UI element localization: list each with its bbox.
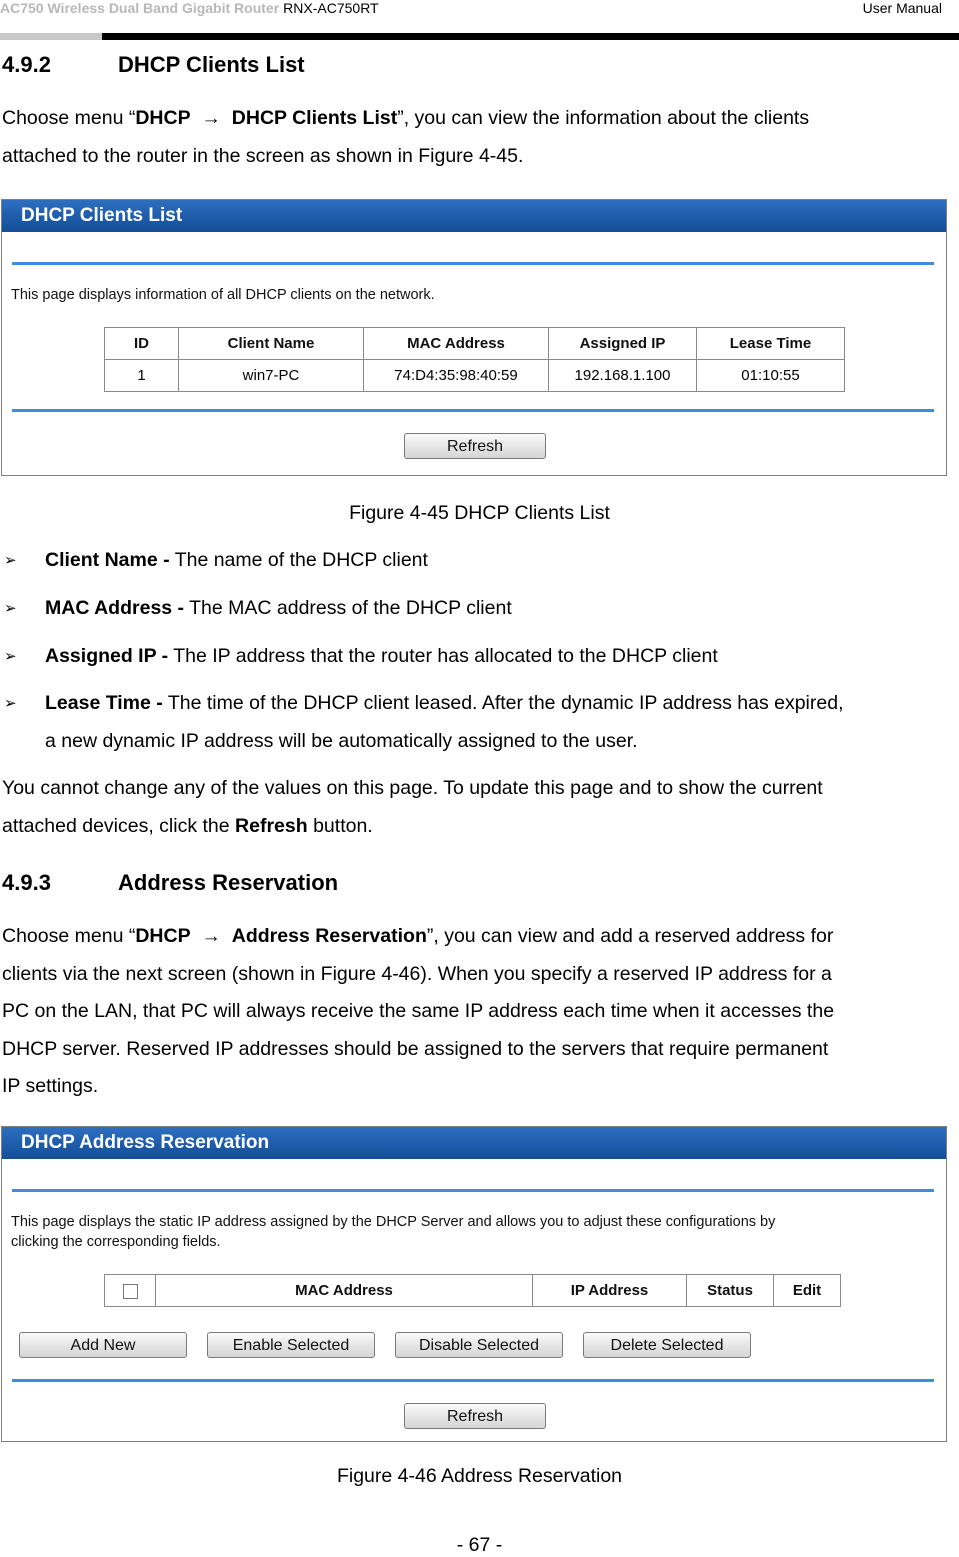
bullet-text: The MAC address of the DHCP client — [189, 597, 512, 619]
bullet-arrow-icon: ➢ — [4, 695, 17, 712]
bullet-arrow-icon: ➢ — [4, 648, 17, 665]
panel-title: DHCP Clients List — [2, 200, 946, 232]
panel-divider — [12, 409, 934, 412]
dhcp-clients-screenshot — [1, 199, 947, 476]
select-all-checkbox[interactable] — [123, 1284, 138, 1299]
address-reservation-screenshot — [1, 1126, 947, 1442]
bullet-text: a new dynamic IP address will be automatically assigned to the user. — [45, 729, 638, 752]
section-title: DHCP Clients List — [118, 52, 305, 77]
refresh-button[interactable]: Refresh — [404, 1403, 546, 1429]
section-heading-dhcp-clients — [2, 52, 305, 78]
enable-selected-button[interactable]: Enable Selected — [207, 1332, 375, 1358]
col-assigned-ip: Assigned IP — [549, 328, 697, 360]
delete-selected-button[interactable]: Delete Selected — [583, 1332, 751, 1358]
bullet-item — [4, 590, 944, 628]
intro-text-line5: IP settings. — [2, 1075, 99, 1097]
header-rule-gray — [0, 33, 102, 40]
bullet-term: Client Name - — [45, 549, 170, 571]
page-number: - 67 - — [456, 1534, 503, 1556]
disable-selected-button[interactable]: Disable Selected — [395, 1332, 563, 1358]
refresh-button[interactable]: Refresh — [404, 433, 546, 459]
reservation-table — [104, 1274, 841, 1307]
note-text: button. — [307, 814, 373, 837]
cell-ip: 192.168.1.100 — [549, 360, 697, 392]
col-ip-address: IP Address — [533, 1275, 687, 1307]
note-line1: You cannot change any of the values on this page. To update this page and to show the current — [2, 777, 823, 799]
section1-intro — [2, 100, 942, 175]
intro-text: Choose menu “ — [2, 925, 136, 947]
col-id: ID — [105, 328, 179, 360]
intro-text: Choose menu “ — [2, 107, 136, 129]
bullet-item — [4, 542, 944, 580]
arrow-icon: → — [201, 107, 221, 129]
col-select-all[interactable] — [105, 1275, 156, 1307]
figure-caption: Figure 4-45 DHCP Clients List — [349, 502, 610, 524]
header-title — [0, 0, 379, 16]
intro-text: ”, you can view and add a reserved address for — [426, 925, 834, 947]
table-row — [105, 360, 845, 392]
panel-divider — [12, 262, 934, 265]
header-rule-black — [102, 33, 959, 40]
table-header-row — [105, 328, 845, 360]
header-doc-type: User Manual — [862, 0, 942, 16]
bullet-term: Lease Time - — [45, 692, 163, 714]
bullet-arrow-icon: ➢ — [4, 552, 17, 569]
section2-intro — [2, 918, 942, 1106]
intro-text-line4: DHCP server. Reserved IP addresses should be assigned to the servers that require permanent — [2, 1037, 829, 1060]
menu-dhcp: DHCP — [135, 107, 191, 129]
bullet-item — [4, 685, 944, 761]
section-heading-address-reservation — [2, 870, 338, 896]
panel-description-line2: clicking the corresponding fields. — [11, 1234, 221, 1250]
intro-text: ”, you can view the information about the clients — [397, 107, 810, 129]
header-model: RNX-AC750RT — [283, 0, 379, 16]
bullet-text: The name of the DHCP client — [174, 549, 428, 571]
menu-dhcp: DHCP — [135, 925, 191, 947]
col-status: Status — [687, 1275, 774, 1307]
col-edit: Edit — [774, 1275, 841, 1307]
cell-lease: 01:10:55 — [697, 360, 845, 392]
dhcp-clients-table — [104, 327, 845, 392]
panel-description-line1: This page displays the static IP address assigned by the DHCP Server and allows you to adjust these configurations by — [11, 1214, 776, 1230]
table-header-row — [105, 1275, 841, 1307]
figure-caption: Figure 4-46 Address Reservation — [336, 1465, 623, 1487]
panel-divider — [12, 1189, 934, 1192]
panel-divider — [12, 1379, 934, 1382]
intro-text-line3: PC on the LAN, that PC will always receive the same IP address each time when it accesses the — [2, 1000, 835, 1022]
col-lease-time: Lease Time — [697, 328, 845, 360]
header-product: AC750 Wireless Dual Band Gigabit Router — [0, 0, 280, 16]
arrow-icon: → — [201, 925, 221, 947]
section1-note — [2, 770, 942, 845]
add-new-button[interactable]: Add New — [19, 1332, 187, 1358]
section-title: Address Reservation — [118, 870, 339, 895]
intro-text-line2: clients via the next screen (shown in Figure 4-46). When you specify a reserved IP address for a — [2, 962, 832, 985]
bullet-text: The time of the DHCP client leased. After the dynamic IP address has expired, — [167, 692, 844, 714]
panel-description — [11, 1212, 775, 1252]
bullet-arrow-icon: ➢ — [4, 600, 17, 617]
bullet-item — [4, 638, 944, 676]
bullet-term: MAC Address - — [45, 597, 185, 619]
intro-text-line2: attached to the router in the screen as shown in Figure 4-45. — [2, 144, 524, 167]
col-mac-address: MAC Address — [364, 328, 549, 360]
panel-title: DHCP Address Reservation — [2, 1127, 946, 1159]
menu-dhcp-clients-list: DHCP Clients List — [231, 107, 398, 129]
bullet-term: Assigned IP - — [45, 645, 169, 667]
bullet-text: The IP address that the router has allocated to the DHCP client — [173, 645, 718, 667]
col-client-name: Client Name — [179, 328, 364, 360]
col-mac-address: MAC Address — [156, 1275, 533, 1307]
menu-address-reservation: Address Reservation — [231, 925, 427, 947]
cell-id: 1 — [105, 360, 179, 392]
cell-mac: 74:D4:35:98:40:59 — [364, 360, 549, 392]
section-number: 4.9.3 — [2, 870, 51, 895]
panel-description: This page displays information of all DHCP clients on the network. — [11, 287, 435, 303]
note-text: attached devices, click the — [2, 814, 236, 837]
section-number: 4.9.2 — [2, 52, 51, 77]
note-refresh-bold: Refresh — [235, 814, 308, 837]
cell-client-name: win7-PC — [179, 360, 364, 392]
